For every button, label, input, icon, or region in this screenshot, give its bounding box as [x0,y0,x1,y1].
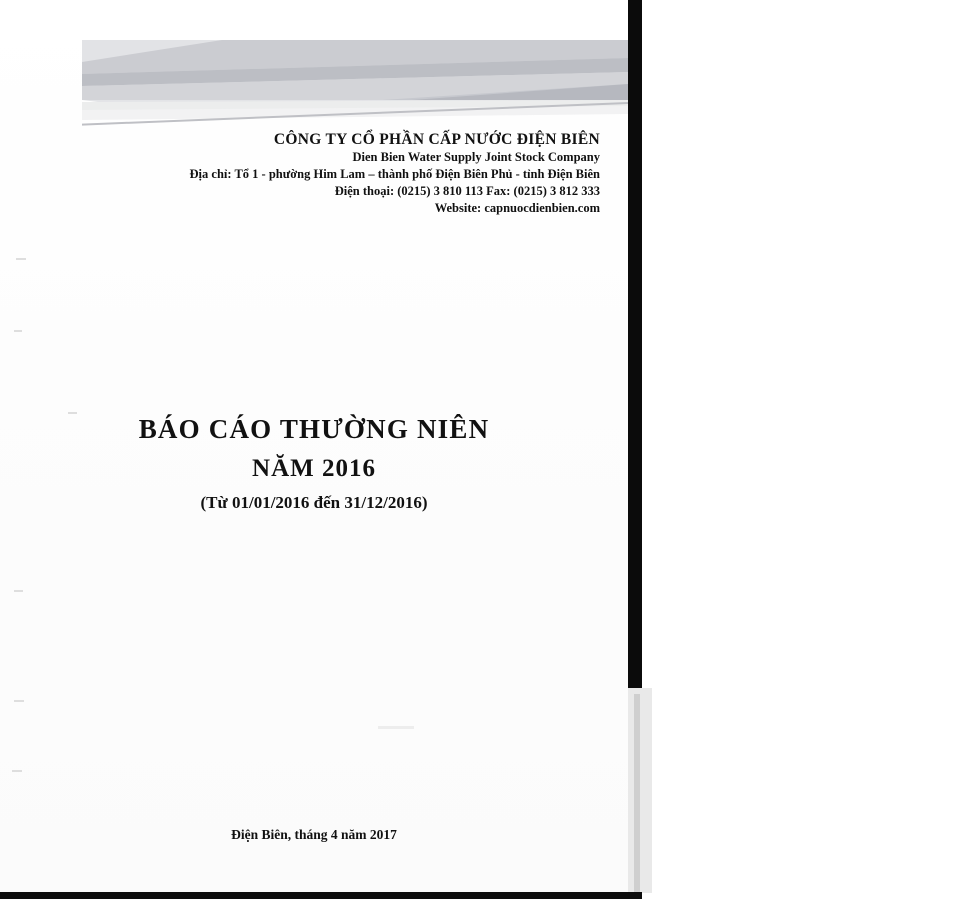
company-name-en: Dien Bien Water Supply Joint Stock Company [352,150,600,164]
report-year: NĂM 2016 [252,455,376,482]
scan-speckle [378,726,414,729]
page-title: BÁO CÁO THƯỜNG NIÊN [138,414,490,444]
scanner-background [642,0,960,899]
page-edge-shadow [634,694,640,893]
scan-speckle [14,330,22,332]
scan-speckle [16,258,26,260]
report-period: (Từ 01/01/2016 đến 31/12/2016) [200,493,428,512]
document-title-block [0,412,628,515]
company-name-vi: CÔNG TY CỔ PHẦN CẤP NƯỚC ĐIỆN BIÊN [273,131,600,148]
letterhead-graphic [82,40,628,128]
scan-speckle [14,700,24,702]
company-website: Website: capnuocdienbien.com [434,201,600,215]
scan-speckle [68,412,77,414]
page-edge-strip [628,688,652,893]
company-address: Địa chỉ: Tổ 1 - phường Him Lam – thành phố Điện Biên Phủ - tỉnh Điện Biên [189,167,600,181]
place-and-date: Điện Biên, tháng 4 năm 2017 [231,827,397,842]
scan-speckle [14,590,23,592]
page-top-edge [0,0,628,3]
page-bottom-edge [0,892,642,899]
document-footer [0,826,628,844]
company-phone-fax: Điện thoại: (0215) 3 810 113 Fax: (0215) 3 812 333 [334,184,600,198]
abstract-banner-icon [82,40,628,128]
company-header [60,130,600,217]
scan-speckle [12,770,22,772]
